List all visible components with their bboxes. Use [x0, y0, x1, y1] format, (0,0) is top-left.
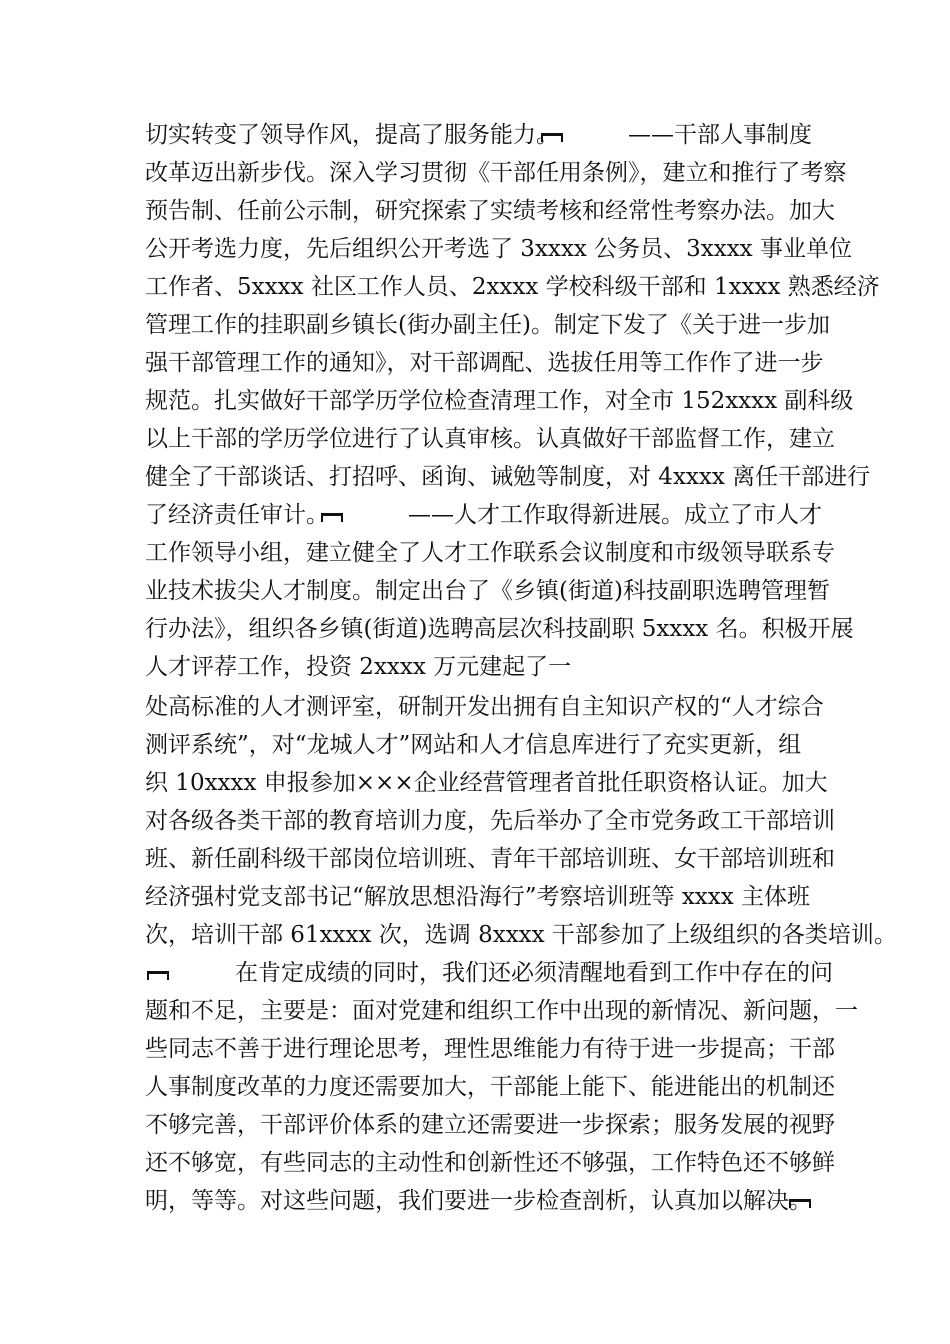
- text-segment: 在肯定成绩的同时，我们还必须清醒地看到工作中存在的问: [235, 960, 833, 986]
- text-line: [145, 231, 852, 267]
- text-line: [145, 1183, 815, 1219]
- text-segment: 人事制度改革的力度还需要加大，干部能上能下、能进能出的机制还: [145, 1074, 835, 1100]
- text-segment: 规范。扎实做好干部学历学位检查清理工作，对全市 152xxxx 副科级: [145, 388, 854, 414]
- text-segment: 了经济责任审计。: [145, 502, 329, 528]
- text-segment: 明，等等。对这些问题，我们要进一步检查剖析，认真加以解决。: [145, 1188, 812, 1214]
- text-line: [145, 573, 830, 609]
- text-segment: 些同志不善于进行理论思考，理性思维能力有待于进一步提高；干部: [145, 1036, 835, 1062]
- text-segment: 改革迈出新步伐。深入学习贯彻《干部任用条例》，建立和推行了考察: [145, 160, 847, 186]
- text-line: [145, 1031, 835, 1067]
- text-line: [145, 1069, 835, 1105]
- text-line: [145, 955, 833, 991]
- text-segment: 预告制、任前公示制，研究探索了实绩考核和经常性考察办法。加大: [145, 198, 835, 224]
- text-segment: 以上干部的学历学位进行了认真审核。认真做好干部监督工作，建立: [145, 426, 835, 452]
- text-line: [145, 459, 871, 495]
- text-line: [145, 1145, 835, 1181]
- text-line: [145, 117, 815, 153]
- text-segment: 人才评荐工作，投资 2xxxx 万元建起了一: [145, 654, 572, 680]
- text-line: [145, 803, 835, 839]
- text-segment: 次，培训干部 61xxxx 次，选调 8xxxx 干部参加了上级组织的各类培训。: [145, 922, 897, 948]
- paragraph-break-icon: [541, 133, 563, 143]
- text-line: [145, 841, 835, 877]
- text-segment: 工作者、5xxxx 社区工作人员、2xxxx 学校科级干部和 1xxxx 熟悉经济: [145, 274, 880, 300]
- text-line: [145, 611, 854, 647]
- text-line: [145, 497, 822, 533]
- text-line: [145, 689, 824, 725]
- text-line: [145, 917, 897, 953]
- text-segment: ——人才工作取得新进展。成立了市人才: [408, 502, 822, 528]
- text-segment: 题和不足，主要是：面对党建和组织工作中出现的新情况、新问题，一: [145, 998, 858, 1024]
- text-line: [145, 879, 815, 915]
- text-segment: 班、新任副科级干部岗位培训班、青年干部培训班、女干部培训班和: [145, 846, 835, 872]
- text-line: [145, 727, 815, 763]
- text-segment: 行办法》，组织各乡镇(街道)选聘高层次科技副职 5xxxx 名。积极开展: [145, 616, 854, 642]
- text-line: [145, 1107, 835, 1143]
- text-line: [145, 345, 824, 381]
- text-segment: 管理工作的挂职副乡镇长(街办副主任)。制定下发了《关于进一步加: [145, 312, 830, 338]
- text-segment: 强干部管理工作的通知》，对干部调配、选拔任用等工作作了进一步: [145, 350, 824, 376]
- text-line: [145, 193, 835, 229]
- text-line: [145, 993, 858, 1029]
- text-segment: 不够完善，干部评价体系的建立还需要进一步探索；服务发展的视野: [145, 1112, 835, 1138]
- paragraph-break-icon: [147, 971, 169, 981]
- text-segment: 测评系统”，对“龙城人才”网站和人才信息库进行了充实更新，组: [145, 732, 802, 758]
- text-line: [145, 383, 854, 419]
- text-line: [145, 155, 847, 191]
- text-segment: 还不够宽，有些同志的主动性和创新性还不够强，工作特色还不够鲜: [145, 1150, 835, 1176]
- paragraph-break-icon: [789, 1199, 811, 1209]
- text-segment: 经济强村党支部书记“解放思想沿海行”考察培训班等 xxxx 主体班: [145, 884, 811, 910]
- text-segment: 公开考选力度，先后组织公开考选了 3xxxx 公务员、3xxxx 事业单位: [145, 236, 852, 262]
- text-segment: 对各级各类干部的教育培训力度，先后举办了全市党务政工干部培训: [145, 808, 835, 834]
- text-segment: 健全了干部谈话、打招呼、函询、诫勉等制度，对 4xxxx 离任干部进行: [145, 464, 871, 490]
- text-segment: 业技术拔尖人才制度。制定出台了《乡镇(街道)科技副职选聘管理暂: [145, 578, 830, 604]
- text-segment: 切实转变了领导作风，提高了服务能力。: [145, 122, 559, 148]
- text-segment: ——干部人事制度: [628, 122, 812, 148]
- text-line: [145, 535, 835, 571]
- text-line: [145, 765, 828, 801]
- text-segment: 处高标准的人才测评室，研制开发出拥有自主知识产权的“人才综合: [145, 694, 824, 720]
- text-segment: 工作领导小组，建立健全了人才工作联系会议制度和市级领导联系专: [145, 540, 835, 566]
- text-line: [145, 421, 835, 457]
- text-segment: 织 10xxxx 申报参加×××企业经营管理者首批任职资格认证。加大: [145, 770, 828, 796]
- text-line: [145, 649, 815, 685]
- text-line: [145, 307, 830, 343]
- paragraph-break-icon: [321, 513, 343, 523]
- text-line: [145, 269, 880, 305]
